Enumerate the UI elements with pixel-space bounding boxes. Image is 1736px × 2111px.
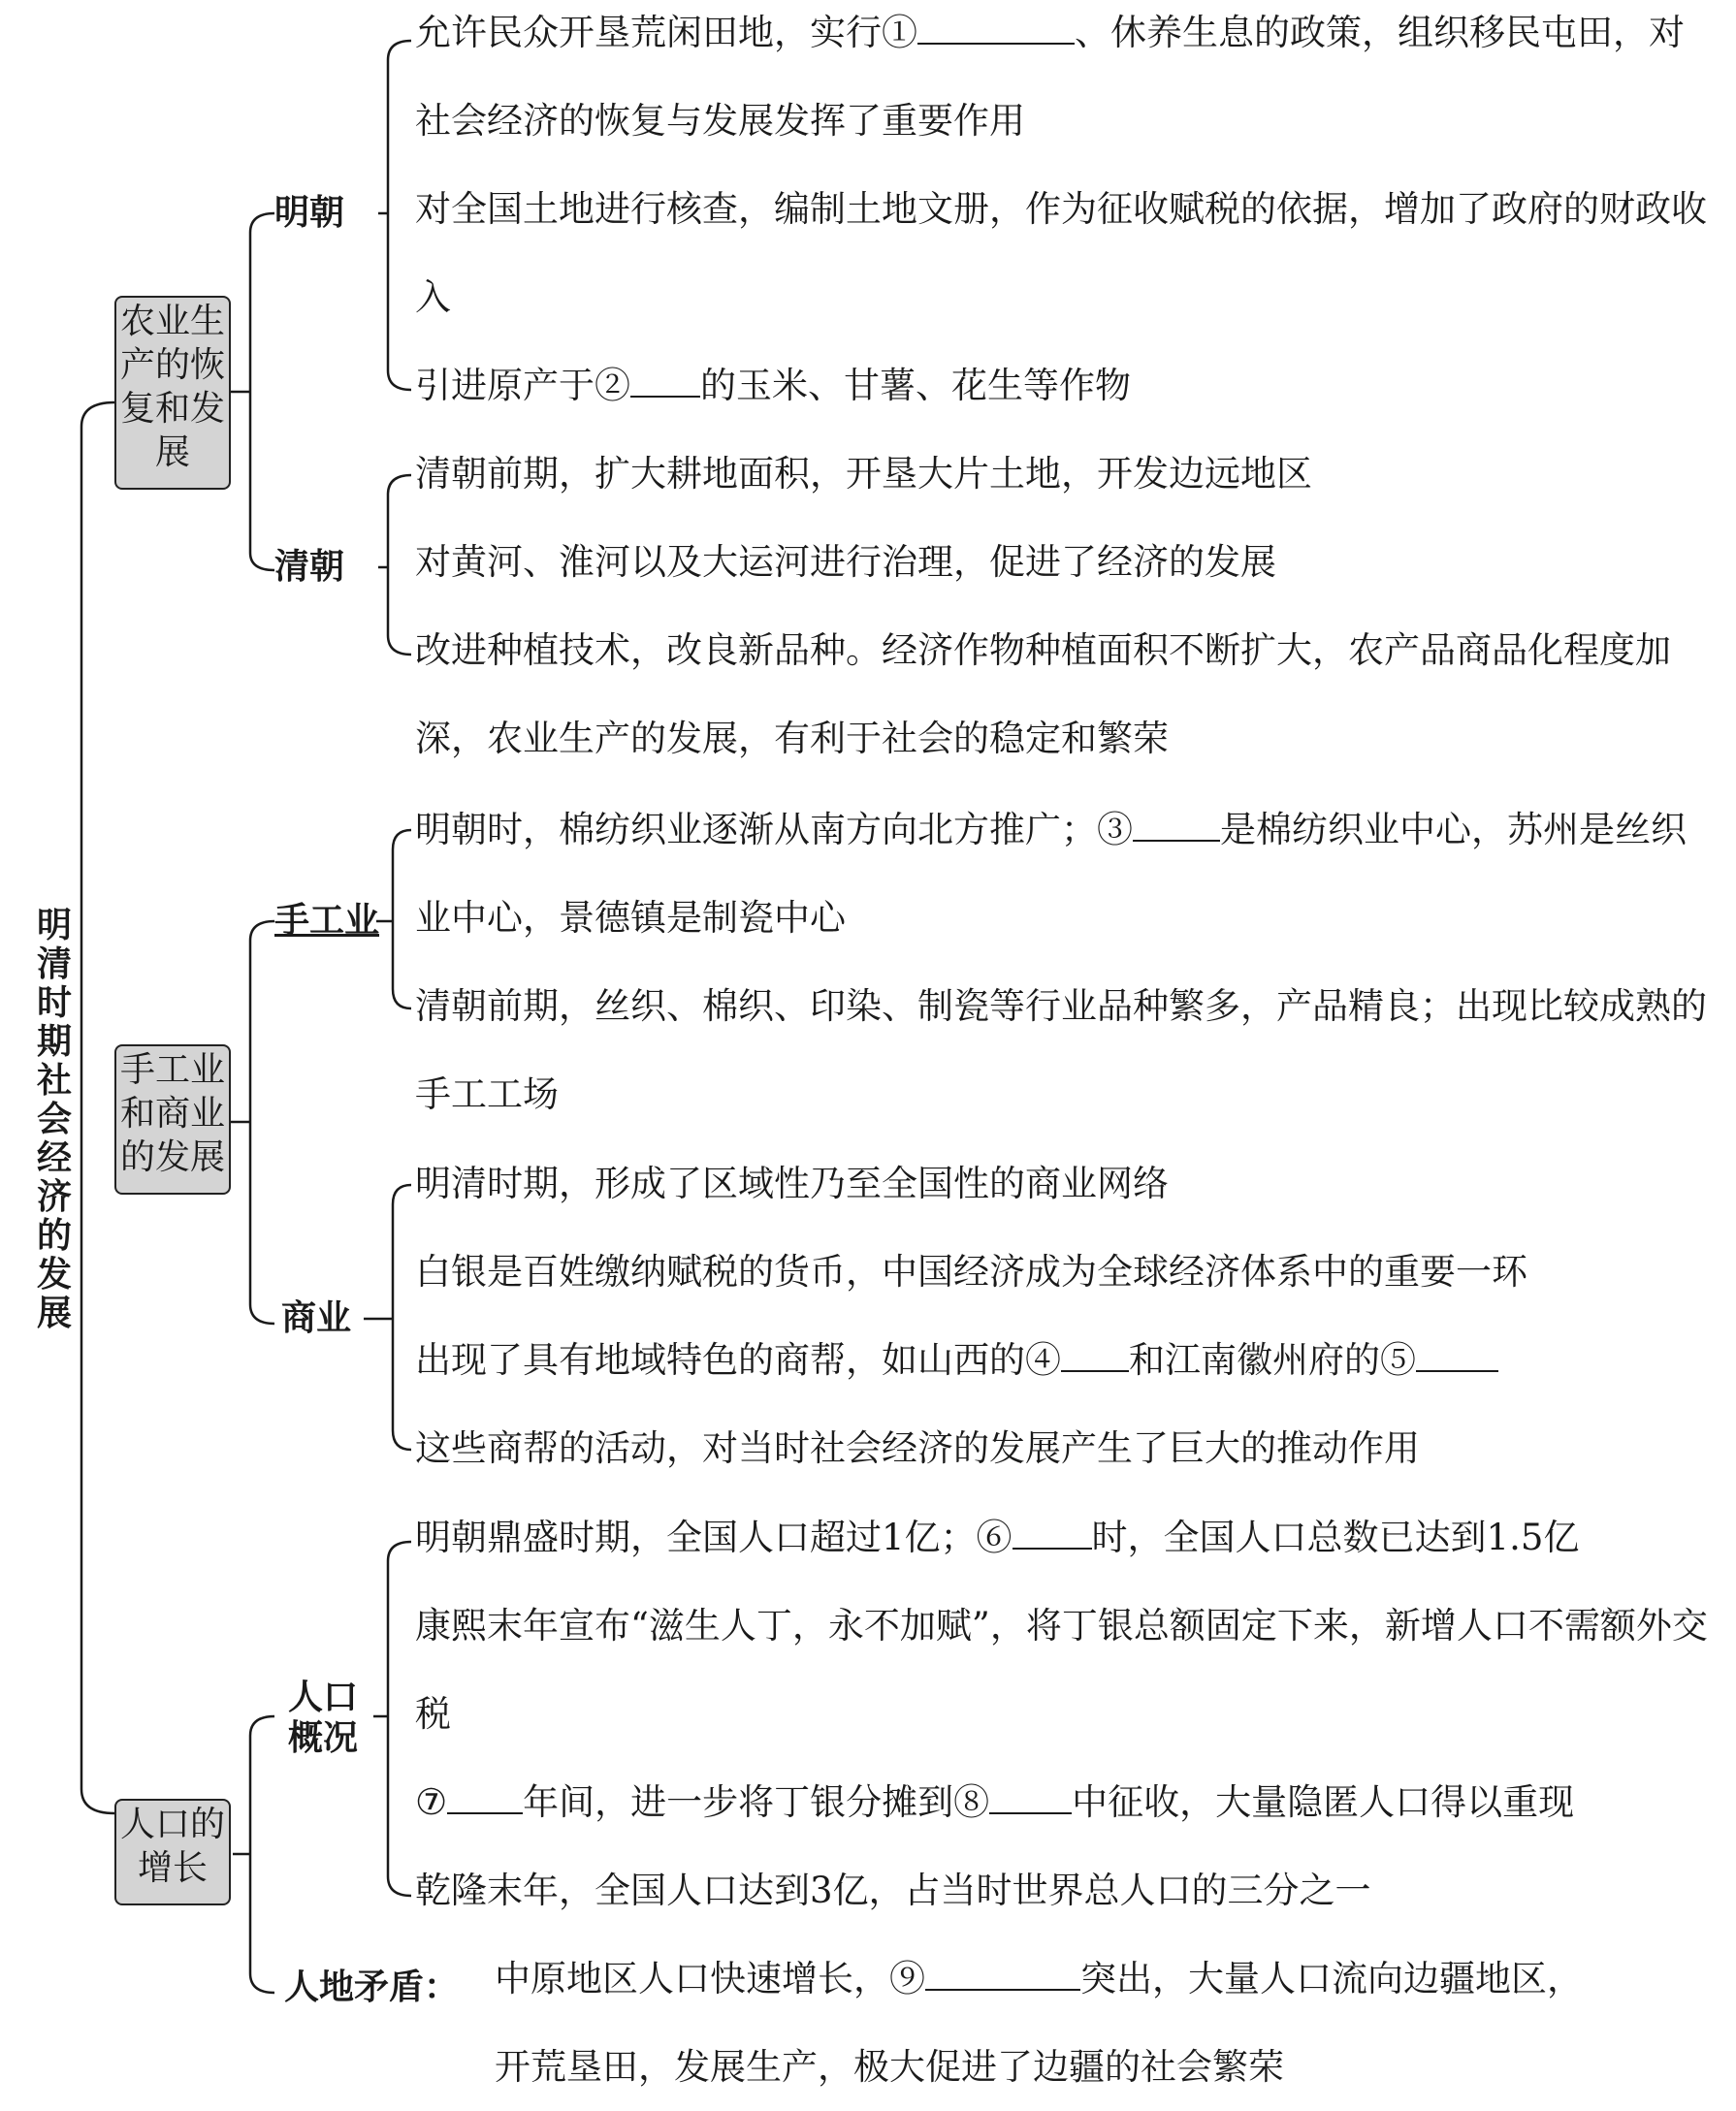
sub-commerce: 商业: [281, 1298, 352, 1338]
blank-3: [1133, 807, 1220, 842]
blank-7: [447, 1779, 523, 1814]
land-conflict-line-1: 中原地区人口快速增长，⑨ 突出，大量人口流向边疆地区，: [495, 1958, 1583, 1999]
ming-item-2: 对全国土地进行核查，编制土地文册，作为征收赋税的依据，增加了政府的财政收入: [415, 188, 1707, 318]
commerce-item-3: 出现了具有地域特色的商帮，如山西的④ 和江南徽州府的⑤: [415, 1316, 1720, 1404]
branch-handicraft-commerce: 手工业和商业的发展: [114, 1044, 231, 1195]
sub-ming: 明朝: [274, 193, 345, 233]
sub-handicraft: 手工业: [274, 901, 380, 941]
blank-4: [1061, 1337, 1129, 1372]
commerce-item-4: 这些商帮的活动，对当时社会经济的发展产生了巨大的推动作用: [415, 1427, 1420, 1469]
qing-item-3: 改进种植技术，改良新品种。经济作物种植面积不断扩大，农产品商品化程度加深，农业生产的发展，有利于社会的稳定和繁荣: [415, 629, 1671, 759]
blank-5: [1416, 1337, 1498, 1372]
sub-qing: 清朝: [274, 547, 345, 587]
land-conflict-line-2: 开荒垦田，发展生产，极大促进了边疆的社会繁荣: [495, 2046, 1284, 2088]
qing-item-1: 清朝前期，扩大耕地面积，开垦大片土地，开发边远地区: [415, 453, 1312, 495]
sub-population-overview: 人口概况: [287, 1678, 358, 1758]
handicraft-item-1: 明朝时，棉纺织业逐渐从南方向北方推广；③ 是棉纺织业中心，苏州是丝织业中心，景德镇是制瓷中心: [415, 809, 1687, 939]
blank-2: [630, 363, 700, 398]
branch-agriculture: 农业生产的恢复和发展: [114, 296, 231, 490]
ming-item-3: 引进原产于② 的玉米、甘薯、花生等作物: [415, 365, 1131, 406]
blank-8: [989, 1779, 1072, 1814]
mindmap-root-title: 明清时期社会经济的发展: [36, 906, 72, 1333]
handicraft-item-2: 清朝前期，丝织、棉织、印染、制瓷等行业品种繁多，产品精良；出现比较成熟的手工工场: [415, 985, 1707, 1115]
blank-9: [925, 1956, 1080, 1991]
population-item-4: 乾隆末年，全国人口达到3亿，占当时世界总人口的三分之一: [415, 1870, 1371, 1911]
population-item-2: 康熙末年宣布“滋生人丁，永不加赋”，将丁银总额固定下来，新增人口不需额外交税: [415, 1605, 1708, 1735]
ming-item-1: 允许民众开垦荒闲田地，实行① 、休养生息的政策，组织移民屯田，对社会经济的恢复与发展发挥了重要作用: [415, 12, 1685, 142]
blank-6: [1013, 1515, 1092, 1550]
population-item-1: 明朝鼎盛时期，全国人口超过1亿；⑥ 时，全国人口总数已达到1.5亿: [415, 1517, 1580, 1558]
branch-population: 人口的增长: [114, 1799, 231, 1905]
qing-item-2: 对黄河、淮河以及大运河进行治理，促进了经济的发展: [415, 541, 1276, 583]
commerce-item-1: 明清时期，形成了区域性乃至全国性的商业网络: [415, 1163, 1169, 1204]
blank-1: [917, 10, 1075, 45]
commerce-item-2: 白银是百姓缴纳赋税的货币，中国经济成为全球经济体系中的重要一环: [415, 1251, 1527, 1293]
population-item-3: ⑦ 年间，进一步将丁银分摊到⑧ 中征收，大量隐匿人口得以重现: [415, 1781, 1575, 1823]
sub-land-conflict: 人地矛盾：: [284, 1967, 460, 2007]
